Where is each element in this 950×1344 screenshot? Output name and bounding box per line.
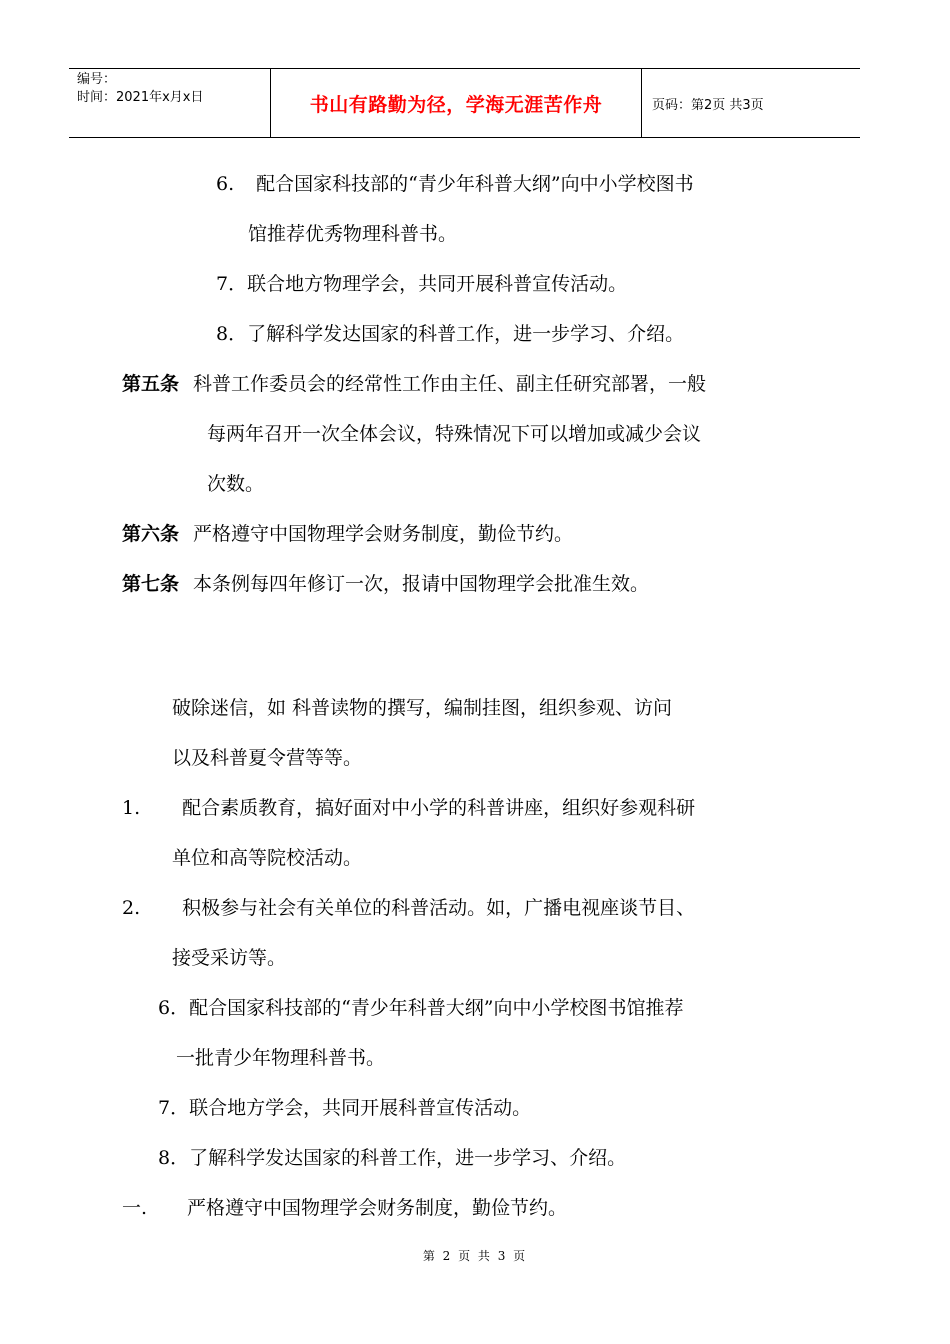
article-7-label: 第七条 bbox=[122, 573, 180, 595]
header-page-info: 页码：第2页 共3页 bbox=[652, 97, 764, 113]
page-footer: 第 2 页 共 3 页 bbox=[422, 1249, 528, 1263]
paragraph-2-line-2: 以及科普夏令营等等。 bbox=[172, 747, 363, 769]
article-6-text: 严格遵守中国物理学会财务制度，勤俭节约。 bbox=[193, 523, 574, 545]
item-8: 8．了解科学发达国家的科普工作，进一步学习、介绍。 bbox=[216, 323, 685, 345]
article-5-text: 科普工作委员会的经常性工作由主任、副主任研究部署，一般 bbox=[193, 373, 707, 395]
final-item-number: 一. bbox=[122, 1197, 148, 1219]
time-label: 时间：2021年x月x日 bbox=[77, 90, 204, 105]
numbered-1-text: 配合素质教育，搞好面对中小学的科普讲座，组织好参观科研 bbox=[182, 797, 696, 819]
numbered-2-line-2: 接受采访等。 bbox=[172, 947, 287, 969]
b-item-6-line-2: 一批青少年物理科普书。 bbox=[176, 1047, 386, 1069]
header-meta bbox=[77, 69, 273, 137]
article-5-line-2: 每两年召开一次全体会议，特殊情况下可以增加或减少会议 bbox=[207, 423, 702, 445]
numbered-1-number: 1. bbox=[122, 797, 141, 819]
article-5-line-3: 次数。 bbox=[207, 473, 265, 495]
numbered-2-line-1 bbox=[122, 896, 695, 920]
article-5-line-1 bbox=[122, 372, 706, 396]
item-7: 7．联合地方物理学会，共同开展科普宣传活动。 bbox=[216, 273, 628, 295]
page-header bbox=[69, 68, 860, 138]
numbered-2-number: 2. bbox=[122, 897, 141, 919]
article-5-label: 第五条 bbox=[122, 373, 180, 395]
item-6-line-2: 馆推荐优秀物理科普书。 bbox=[248, 223, 458, 245]
article-6 bbox=[122, 522, 573, 546]
paragraph-2-line-1: 破除迷信，如 科普读物的撰写，编制挂图，组织参观、访问 bbox=[172, 697, 673, 719]
b-item-7: 7．联合地方学会，共同开展科普宣传活动。 bbox=[158, 1097, 532, 1119]
numbered-2-text: 积极参与社会有关单位的科普活动。如，广播电视座谈节目、 bbox=[182, 897, 696, 919]
final-item bbox=[122, 1196, 567, 1220]
article-6-label: 第六条 bbox=[122, 523, 180, 545]
b-item-6-line-1: 6．配合国家科技部的“青少年科普大纲”向中小学校图书馆推荐 bbox=[158, 997, 684, 1019]
b-item-8: 8．了解科学发达国家的科普工作，进一步学习、介绍。 bbox=[158, 1147, 627, 1169]
article-7 bbox=[122, 572, 649, 596]
header-motto: 书山有路勤为径，学海无涯苦作舟 bbox=[270, 69, 642, 137]
item-6-line-1 bbox=[216, 172, 694, 196]
final-item-text: 严格遵守中国物理学会财务制度，勤俭节约。 bbox=[187, 1197, 568, 1219]
numbered-1-line-1 bbox=[122, 796, 695, 820]
numbered-1-line-2: 单位和高等院校活动。 bbox=[172, 847, 363, 869]
serial-label: 编号： bbox=[77, 72, 117, 87]
item-6-number: 6. bbox=[216, 173, 235, 195]
article-7-text: 本条例每四年修订一次，报请中国物理学会批准生效。 bbox=[193, 573, 650, 595]
item-6-text: 配合国家科技部的“青少年科普大纲”向中小学校图书 bbox=[256, 173, 694, 195]
